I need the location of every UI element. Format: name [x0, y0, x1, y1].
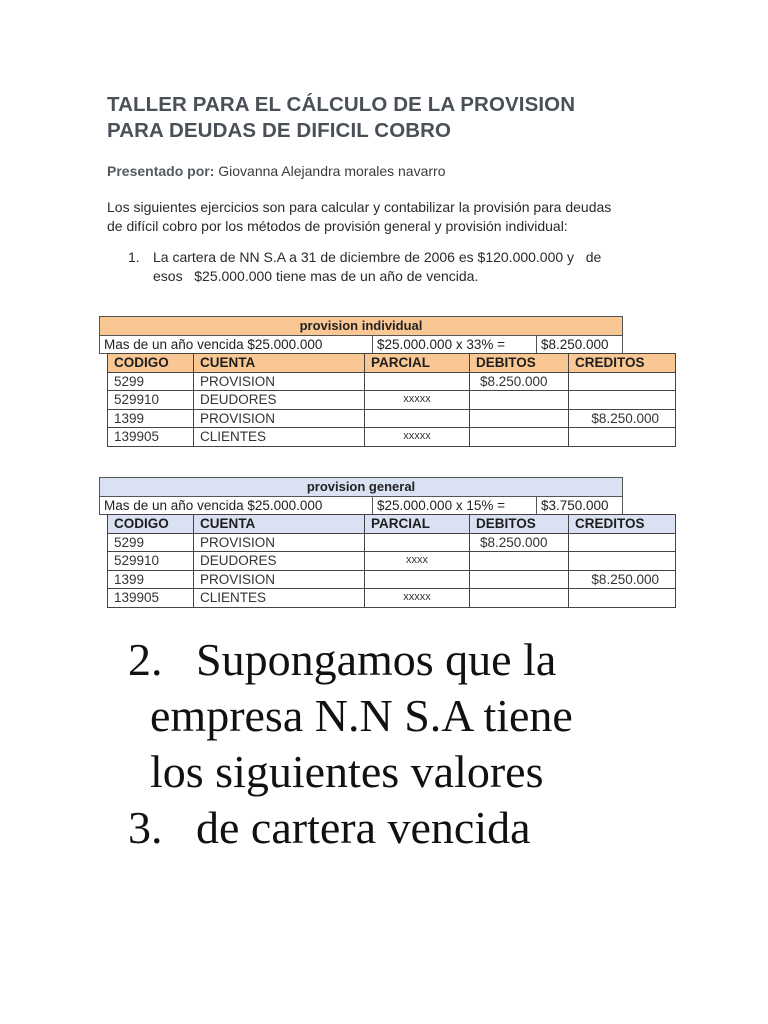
- item1-line-2: esos $25.000.000 tiene mas de un año de vencida.: [153, 268, 479, 284]
- item2-text-3: los siguientes valores: [150, 746, 544, 797]
- individual-header-box: [99, 316, 623, 354]
- col-debitos: DEBITOS: [470, 354, 569, 373]
- col-parcial: PARCIAL: [365, 515, 470, 534]
- cell-codigo: 529910: [108, 552, 194, 571]
- table-row: [108, 570, 676, 589]
- info-overdue: Mas de un año vencida $25.000.000: [100, 336, 373, 353]
- info-formula: $25.000.000 x 15% =: [373, 497, 537, 514]
- intro-paragraph: [107, 198, 667, 236]
- list-item-2-line-1: [128, 632, 728, 688]
- cell-cuenta: PROVISION: [194, 409, 365, 428]
- cell-creditos: $8.250.000: [569, 570, 676, 589]
- individual-info-row: [100, 336, 622, 353]
- item1-line-1: La cartera de NN S.A a 31 de diciembre de 2006 es $120.000.000 y de: [153, 249, 602, 265]
- cell-cuenta: PROVISION: [194, 372, 365, 391]
- table-row: [108, 552, 676, 571]
- cell-cuenta: PROVISION: [194, 533, 365, 552]
- cell-parcial: xxxxx: [365, 589, 470, 608]
- cell-creditos: [569, 428, 676, 447]
- cell-codigo: 1399: [108, 570, 194, 589]
- list-item-3: [128, 800, 728, 856]
- item2-text-1: Supongamos que la: [196, 634, 557, 685]
- cell-debitos: [470, 552, 569, 571]
- col-cuenta: CUENTA: [194, 515, 365, 534]
- individual-title: provision individual: [100, 317, 622, 336]
- table-row: [108, 533, 676, 552]
- cell-parcial: xxxxx: [365, 428, 470, 447]
- cell-codigo: 139905: [108, 428, 194, 447]
- general-table: [107, 514, 676, 608]
- large-list: [128, 632, 728, 856]
- general-info-row: [100, 497, 622, 514]
- cell-creditos: [569, 552, 676, 571]
- table-row: [108, 428, 676, 447]
- cell-codigo: 529910: [108, 391, 194, 410]
- cell-creditos: [569, 391, 676, 410]
- document-title: [107, 92, 667, 144]
- cell-debitos: $8.250.000: [470, 372, 569, 391]
- intro-line-2: de difícil cobro por los métodos de provisión general y provisión individual:: [107, 218, 568, 234]
- list-item-2-line-2: [128, 688, 728, 744]
- cell-debitos: [470, 391, 569, 410]
- cell-debitos: [470, 409, 569, 428]
- info-overdue: Mas de un año vencida $25.000.000: [100, 497, 373, 514]
- cell-debitos: $8.250.000: [470, 533, 569, 552]
- individual-table: [107, 353, 676, 447]
- cell-cuenta: DEUDORES: [194, 391, 365, 410]
- cell-codigo: 1399: [108, 409, 194, 428]
- cell-creditos: [569, 372, 676, 391]
- cell-creditos: $8.250.000: [569, 409, 676, 428]
- cell-creditos: [569, 533, 676, 552]
- cell-parcial: [365, 533, 470, 552]
- list-number: 3.: [128, 802, 163, 853]
- cell-parcial: xxxx: [365, 552, 470, 571]
- item3-text-1: de cartera vencida: [196, 802, 531, 853]
- info-result: $8.250.000: [541, 337, 609, 352]
- item2-text-2: empresa N.N S.A tiene: [150, 690, 573, 741]
- cell-parcial: [365, 570, 470, 589]
- title-line-2: PARA DEUDAS DE DIFICIL COBRO: [107, 119, 452, 142]
- col-creditos: CREDITOS: [569, 515, 676, 534]
- col-parcial: PARCIAL: [365, 354, 470, 373]
- table-header-row: [108, 515, 676, 534]
- cell-cuenta: DEUDORES: [194, 552, 365, 571]
- col-codigo: CODIGO: [108, 515, 194, 534]
- table-row: [108, 589, 676, 608]
- cell-cuenta: CLIENTES: [194, 428, 365, 447]
- cell-debitos: [470, 570, 569, 589]
- general-title: provision general: [100, 478, 622, 497]
- table-row: [108, 409, 676, 428]
- cell-cuenta: PROVISION: [194, 570, 365, 589]
- cell-creditos: [569, 589, 676, 608]
- presenter-label: Presentado por:: [107, 163, 215, 179]
- info-formula: $25.000.000 x 33% =: [373, 336, 537, 353]
- col-debitos: DEBITOS: [470, 515, 569, 534]
- table-row: [108, 372, 676, 391]
- cell-codigo: 5299: [108, 372, 194, 391]
- list-number: 1.: [128, 249, 140, 265]
- col-creditos: CREDITOS: [569, 354, 676, 373]
- presenter: [107, 163, 446, 179]
- col-codigo: CODIGO: [108, 354, 194, 373]
- cell-codigo: 139905: [108, 589, 194, 608]
- cell-cuenta: CLIENTES: [194, 589, 365, 608]
- cell-codigo: 5299: [108, 533, 194, 552]
- col-cuenta: CUENTA: [194, 354, 365, 373]
- cell-debitos: [470, 428, 569, 447]
- table-header-row: [108, 354, 676, 373]
- general-header-box: [99, 477, 623, 515]
- table-row: [108, 391, 676, 410]
- intro-line-1: Los siguientes ejercicios son para calcular y contabilizar la provisión para deudas: [107, 199, 612, 215]
- title-line-1: TALLER PARA EL CÁLCULO DE LA PROVISION: [107, 93, 576, 116]
- info-result: $3.750.000: [541, 498, 609, 513]
- cell-parcial: [365, 409, 470, 428]
- cell-debitos: [470, 589, 569, 608]
- list-item-2-line-3: [128, 744, 728, 800]
- list-number: 2.: [128, 634, 163, 685]
- presenter-name: Giovanna Alejandra morales navarro: [218, 163, 446, 179]
- cell-parcial: [365, 372, 470, 391]
- cell-parcial: xxxxx: [365, 391, 470, 410]
